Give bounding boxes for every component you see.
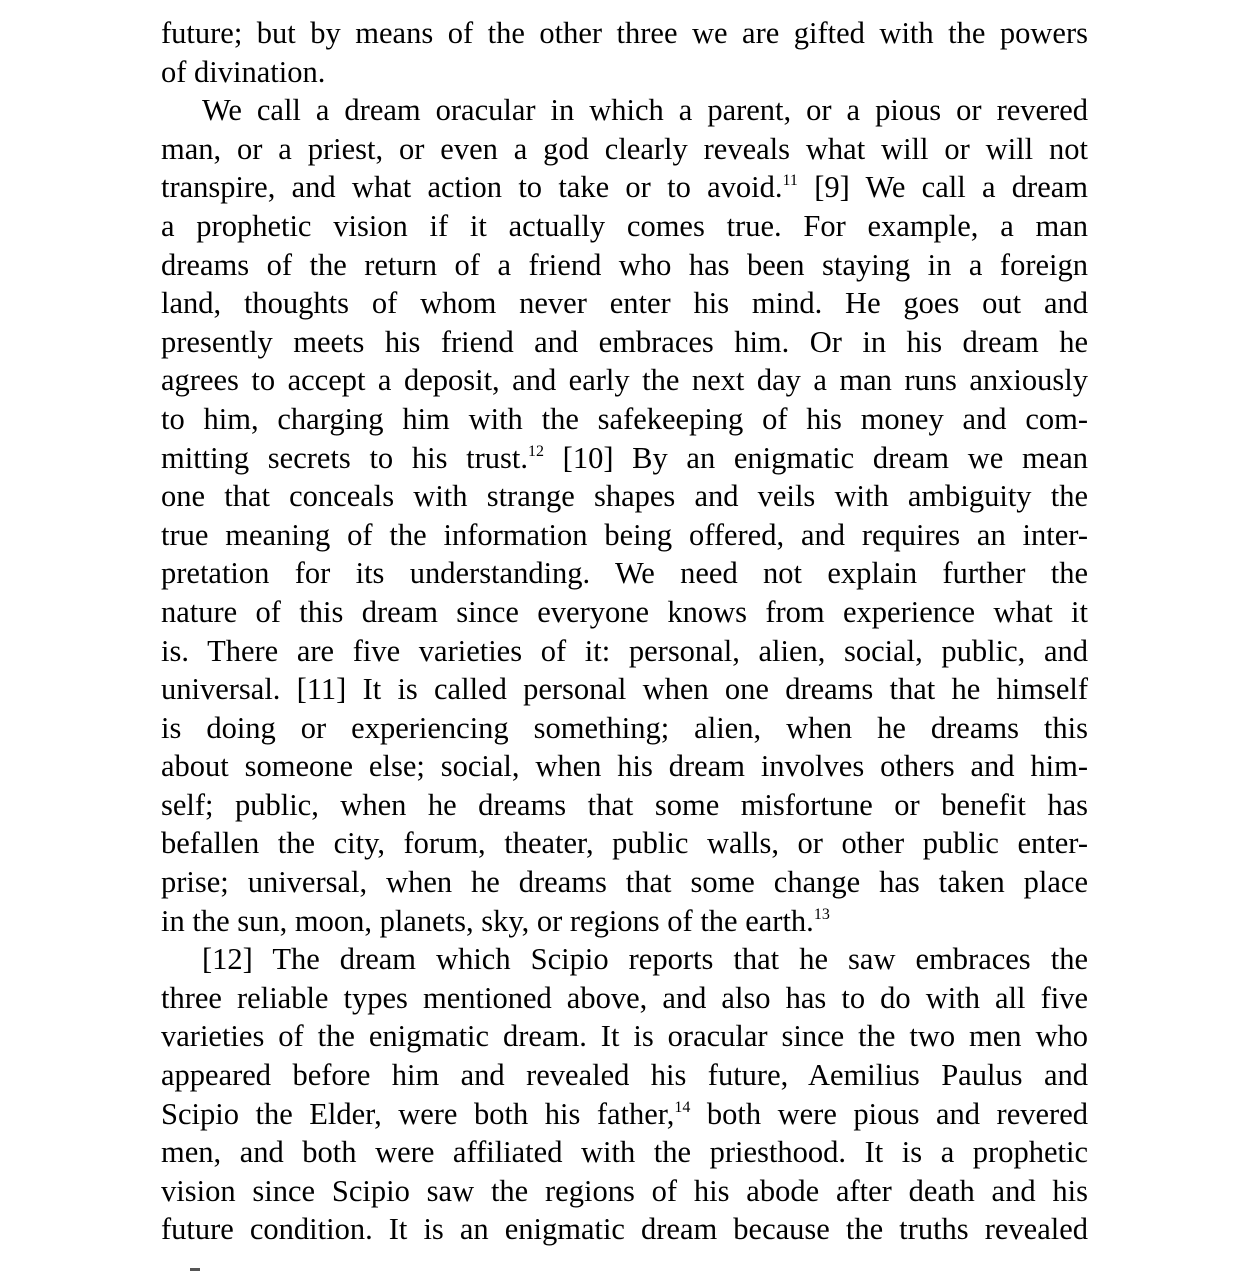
page-edge-mark [190,1268,200,1271]
text-line [161,709,1088,748]
line-text: true meaning of the information being offered, and requires an inter- [161,517,1088,552]
footnote-marker: 13 [813,905,830,923]
text-line [161,593,1088,632]
line-text: three reliable types mentioned above, and also has to do with all five [161,980,1088,1015]
text-line [161,979,1088,1018]
line-text: self; public, when he dreams that some misfortune or benefit has [161,787,1088,822]
line-text: future condition. It is an enigmatic dream because the truths revealed [161,1212,1088,1247]
text-line [161,246,1088,285]
text-line [161,1017,1088,1056]
line-text-continued: [9] We call a dream [797,170,1088,205]
line-text: [12] The dream which Scipio reports that he saw embraces the [202,942,1088,977]
line-text: is. There are five varieties of it: personal, alien, social, public, and [161,633,1088,668]
line-text: is doing or experiencing something; alien, when he dreams this [161,710,1088,745]
line-text: varieties of the enigmatic dream. It is oracular since the two men who [161,1019,1088,1054]
line-text: prise; universal, when he dreams that some change has taken place [161,865,1088,900]
text-line [161,554,1088,593]
line-text: pretation for its understanding. We need not explain further the [161,556,1088,591]
line-text: presently meets his friend and embraces him. Or in his dream he [161,324,1088,359]
text-line [161,1210,1088,1249]
line-text: nature of this dream since everyone knows from experience what it [161,594,1088,629]
line-text: agrees to accept a deposit, and early the next day a man runs anxiously [161,363,1088,398]
line-text: men, and both were affiliated with the priesthood. It is a prophetic [161,1135,1088,1170]
line-text: appeared before him and revealed his future, Aemilius Paulus and [161,1058,1088,1093]
line-text: land, thoughts of whom never enter his mind. He goes out and [161,286,1088,321]
line-text: man, or a priest, or even a god clearly reveals what will or will not [161,131,1088,166]
line-text: one that conceals with strange shapes and veils with ambiguity the [161,479,1088,514]
text-line [161,747,1088,786]
text-line [161,670,1088,709]
text-line [161,1133,1088,1172]
line-text: to him, charging him with the safekeeping of his money and com- [161,401,1088,436]
line-text: future; but by means of the other three we are gifted with the powers [161,16,1088,50]
line-text: in the sun, moon, planets, sky, or regions of the earth. [161,903,814,938]
text-line [161,207,1088,246]
line-text: We call a dream oracular in which a parent, or a pious or revered [202,93,1088,128]
line-text-continued: [10] By an enigmatic dream we mean [543,440,1088,475]
text-line [161,940,1088,979]
document-page [161,14,1088,1249]
text-line [161,1095,1088,1134]
line-text: universal. [11] It is called personal when one dreams that he himself [161,672,1088,707]
line-text: mitting secrets to his trust. [161,440,528,475]
text-line [161,284,1088,323]
footnote-marker: 11 [782,172,798,190]
text-line [161,53,1088,92]
text-line [161,902,1088,941]
text-line [161,824,1088,863]
text-line [161,1172,1088,1211]
line-text: of divination. [161,54,326,89]
text-line [161,323,1088,362]
text-line [161,91,1088,130]
line-text: about someone else; social, when his dream involves others and him- [161,749,1088,784]
line-text: vision since Scipio saw the regions of his abode after death and his [161,1173,1088,1208]
text-line [161,400,1088,439]
line-text: transpire, and what action to take or to avoid. [161,170,783,205]
text-line [161,786,1088,825]
text-line [161,361,1088,400]
line-text: a prophetic vision if it actually comes true. For example, a man [161,208,1088,243]
text-line [161,477,1088,516]
text-line [161,863,1088,902]
line-text-continued: both were pious and revered [690,1096,1088,1131]
text-line [161,516,1088,555]
text-line [161,439,1088,478]
text-line [161,130,1088,169]
line-text: dreams of the return of a friend who has been staying in a foreign [161,247,1088,282]
footnote-marker: 12 [527,442,544,460]
line-text: befallen the city, forum, theater, public walls, or other public enter- [161,826,1088,861]
text-line [161,14,1088,53]
text-line [161,1056,1088,1095]
line-text: Scipio the Elder, were both his father, [161,1096,675,1131]
text-line [161,632,1088,671]
footnote-marker: 14 [674,1098,691,1116]
text-line [161,168,1088,207]
